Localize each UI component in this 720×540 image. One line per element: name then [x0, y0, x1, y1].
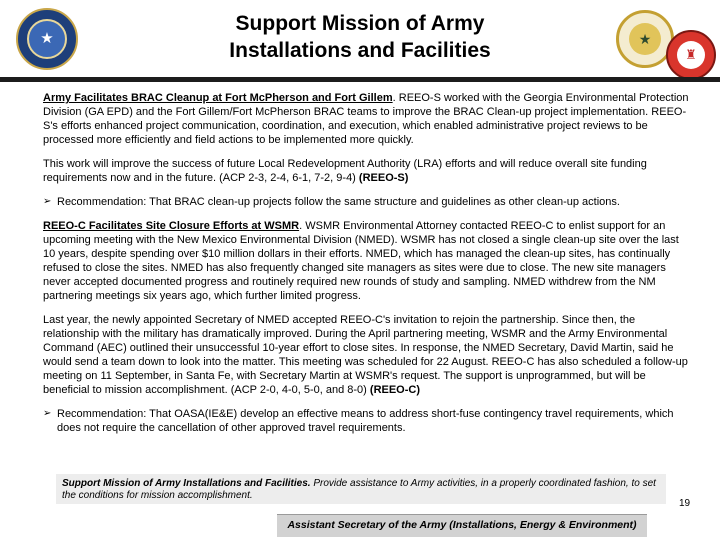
- engineer-seal-inner: [677, 41, 705, 69]
- engineer-seal-icon: [666, 30, 716, 80]
- paragraph-lra-impact: [43, 157, 690, 185]
- text-wsmr-closure: WSMR Environmental Attorney contacted REEO-C to enlist support for an upcoming meeting with the New Mexico Environmental Division (NMED). WSMR has not closed a single clean-up site over the last 10 years, despite spending over $10 million dollars in their efforts. NMED, which has managed the clean-up sites, has continually refused to close the sites. NMED has also frequently changed site managers as sites were due to close. The new site managers never accepted documented progress and routinely required new rounds of study and sampling. NMED withdrew from the NM partnering meetings six years ago, which further limited progress.: [43, 220, 679, 302]
- dod-seal-inner: [27, 19, 67, 59]
- recommendation-travel-text: Recommendation: That OASA(IE&E) develop an effective means to address short-fuse contingency travel requirements, which does not require the cancellation of other approved travel requirements.: [57, 408, 674, 434]
- text-nmed-partnership: Last year, the newly appointed Secretary of NMED accepted REEO-C's invitation to rejoin the partnership. Since then, the relationship with the military has dramatically improved. During the April partnering meeting, WSMR and the Army Environmental Command (AEC) outlined their unsuccessful 10-year effort to close sites. In response, the NMED Secretary, David Martin, said he would send a team down to look into the matter. This meeting was scheduled for 22 August. REEO-C has also scheduled a follow-up meeting on 11 September, in Santa Fe, with Secretary Martin at WSMR's request. The support is unprogrammed, but will be beneficial to mission accomplishment. (ACP 2-0, 4-0, 5-0, and 8-0): [43, 314, 688, 396]
- recommendation-brac-text: Recommendation: That BRAC clean-up projects follow the same structure and guidelines as other clean-up actions.: [57, 196, 620, 208]
- recommendation-brac: [43, 195, 690, 209]
- paragraph-wsmr-closure: [43, 219, 690, 303]
- page-number: 19: [679, 498, 691, 509]
- mission-text: Provide assistance to Army activities, in a properly coordinated fashion, to set the conditions for mission accomplishment.: [62, 478, 656, 501]
- page-title-line-1: Support Mission of Army: [235, 12, 485, 35]
- heading-wsmr-period: .: [299, 220, 303, 232]
- army-seal-icon: [616, 10, 674, 68]
- army-glyph-icon: ★: [638, 31, 652, 47]
- title-divider: [0, 77, 720, 82]
- heading-wsmr-closure: REEO-C Facilitates Site Closure Efforts at WSMR: [43, 220, 300, 232]
- dod-seal-icon: [16, 8, 78, 70]
- paragraph-nmed-partnership: [43, 313, 690, 397]
- heading-brac-period: .: [392, 92, 396, 104]
- arrowhead-icon: ➢: [43, 408, 52, 419]
- tag-reeo-c: (REEO-C): [369, 384, 421, 396]
- mission-label: Support Mission of Army Installations and Facilities.: [62, 478, 311, 489]
- content-body: [43, 91, 690, 445]
- paragraph-brac-cleanup: [43, 91, 690, 147]
- army-seal-inner: [629, 23, 661, 55]
- castle-glyph-icon: ♜: [685, 47, 697, 62]
- text-lra-impact: This work will improve the success of future Local Redevelopment Authority (LRA) efforts and will reduce overall site funding requirements now and in the future. (ACP 2-3, 2-4, 6-1, 7-2, 9-4): [43, 158, 647, 184]
- mission-statement: [56, 474, 666, 506]
- page-title: [150, 10, 570, 64]
- eagle-glyph-icon: ★: [40, 30, 54, 47]
- recommendation-travel: [43, 407, 690, 435]
- text-brac-cleanup: REEO-S worked with the Georgia Environmental Protection Division (GA EPD) and the Fort Gillem/Fort McPherson BRAC teams to improve the BRAC Clean-up project implementation. REEO-S's efforts enhanced project communication, coordination, and execution, which enabled administrative project reviews to be processed more efficiently and field actions to be implemented more quickly.: [43, 92, 689, 146]
- footer-text: Assistant Secretary of the Army (Installations, Energy & Environment): [287, 519, 637, 531]
- mission-statement-box: [56, 474, 666, 504]
- footer-bar: [277, 514, 647, 537]
- page-title-line-2: Installations and Facilities: [229, 39, 491, 62]
- tag-reeo-s: (REEO-S): [358, 172, 409, 184]
- arrowhead-icon: ➢: [43, 196, 52, 207]
- heading-brac-cleanup: Army Facilitates BRAC Cleanup at Fort McPherson and Fort Gillem: [43, 92, 393, 104]
